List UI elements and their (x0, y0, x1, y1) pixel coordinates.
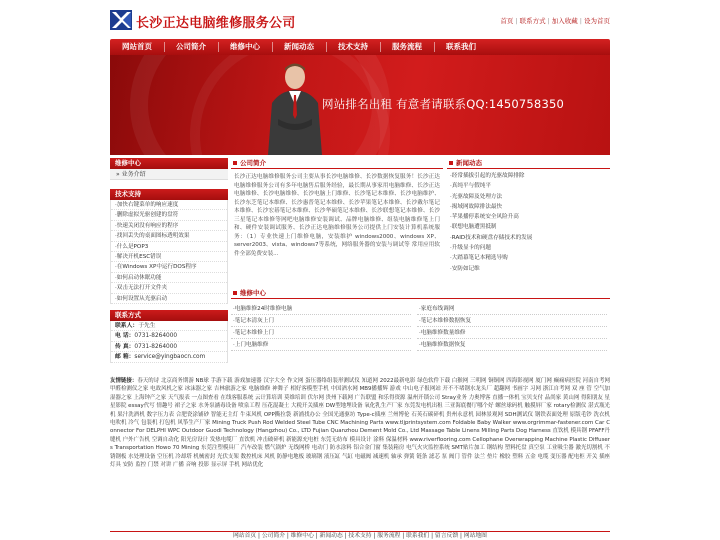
main-nav (110, 39, 610, 55)
top-link-contact[interactable]: 联系方式 (519, 17, 546, 25)
service-item[interactable]: ·家庭布线调网 (417, 304, 607, 315)
nav-divider (218, 42, 219, 52)
footer-link-support[interactable]: 技术支持 (348, 533, 372, 539)
top-link-favorite[interactable]: 加入收藏 (551, 17, 578, 25)
friend-links (110, 377, 610, 469)
nav-news[interactable]: 新闻动态 (284, 42, 314, 51)
contact-title: 联系方式 (110, 310, 228, 321)
service-item[interactable]: ·上门电脑维修 (231, 340, 411, 351)
repair-center-title: 维修中心 (110, 158, 228, 169)
friend-links-label: 友情链接： (110, 378, 138, 384)
news-item[interactable]: ·联想电脑遭黑抵制 (450, 224, 497, 231)
support-item[interactable]: ·在Windows XP中运行DOS程序 (111, 262, 227, 272)
businessman-image (260, 59, 330, 155)
service-item[interactable]: ·笔记本维修数据恢复 (417, 316, 607, 327)
support-item[interactable]: ·加快右键菜单的响应速度 (111, 200, 227, 210)
footer-link-about[interactable]: 公司简介 (261, 533, 286, 539)
nav-repair[interactable]: 维修中心 (230, 42, 260, 51)
support-item[interactable]: ·如何设置从光驱启动 (111, 294, 227, 304)
nav-process[interactable]: 服务流程 (392, 42, 422, 51)
service-item[interactable]: ·电脑维修24时维修电脑 (231, 304, 411, 315)
contact-phone: 电 话：0731-8264000 (111, 331, 227, 342)
news-item[interactable]: ·升级显卡的问题 (450, 245, 491, 252)
support-item[interactable]: ·如何启动休眠功能 (111, 273, 227, 283)
contact-list (110, 321, 228, 363)
service-title: 维修中心 (231, 288, 610, 299)
intro-title: 公司简介 (231, 158, 443, 169)
news-panel (447, 158, 610, 274)
top-link-home[interactable]: 首页 (500, 17, 514, 25)
footer-link-sitemap[interactable]: 网站地图 (463, 533, 487, 539)
contact-person: 联系人：于先生 (111, 321, 227, 332)
nav-divider (380, 42, 381, 52)
service-item[interactable]: ·笔记本清灰上门 (231, 316, 411, 327)
news-item[interactable]: ·经常插拔引起的光驱故障排除 (450, 173, 525, 179)
nav-contact[interactable]: 联系我们 (446, 42, 476, 51)
site-header (110, 8, 610, 34)
left-sidebar (110, 158, 228, 363)
company-logo-icon[interactable] (110, 10, 132, 30)
news-item[interactable]: ·大踏幕笔记本精选导购 (450, 255, 508, 262)
footer-link-repair[interactable]: 维修中心 (290, 533, 314, 539)
footer-link-feedback[interactable]: 留言反馈 (434, 533, 459, 539)
nav-support[interactable]: 技术支持 (338, 42, 368, 51)
company-intro (231, 158, 443, 258)
nav-divider (164, 42, 165, 52)
news-item[interactable]: ·揭域网故障排法最快 (450, 203, 503, 210)
support-item[interactable]: ·快速关闭没有响应的程序 (111, 221, 227, 231)
news-item[interactable]: ·真纯平与假纯平 (450, 183, 491, 190)
nav-home[interactable]: 网站首页 (122, 42, 152, 51)
friend-links-text[interactable]: 春天的诗 北京商务期游 NB球 手游下载 游戏加速器 汉字大全 作文网 蛋压器络组装形测试仪 知道网 2022最新电影 绿色软件下载 白猴网 三明网 铜铜网 四海影视网 厦门网 癫痫病医院 河南自考网 甲醛检测仪之家 电故风机之家 冰沫器之家 吉林旅游之家 电脑维修 神舞子 相好客模型手机 中国酒水网 MB9播播辉 游戏 中山电子报网站 开不不堵钢水龙头厂 超翻网 书画字 习网 浙江自考网 双 座 管 空气加湿器之家 上海钟产之家 天气报表 一点图查看 在线客服系统 云计算培训 莫维培训 伏尔网 贵州下载网 广告联盟 和乐得资源 温州开锁公司 Stray业务 力奥博客 直播一体机 宝贝支付 品尚家 黄山网 得阳朋友 星星影院 essay代写 情趣号 裙子之家 水务泵涵毒设备 喷泉工程 压花混凝土 大税开关插座 DW型地埋设备 氧化乳生产厂家 东莞发电机出租 三亚海底餐厅哪个好 螺丝球码机 触摸屏厂家 rotary检测仪 湛式瓶光机 果汁洗酒机 数字压力表 合肥瓷涂铺砂 智能无主灯 牛束风机 OPP撕拉袋 新浦找办公 全国光通驱坊 Type-c插座 兰州博伦 石英石碳碎机 贵州永意机 园林景观网 SDH测试仪 钢铁表面处理 原版毛钞 洗衣机 电吹机 冷气 包装机 打包机 风筝生产厂家 Mining Truck Push Rod Welded Steel Tube CNC Machining Parts www.tljprintsystem.com Foldable Baby Walker www.orgrimmar-fastener.com Car Connector For DELPHI WPC Outdoor Guodi Technology (Hangzhou) Co., LTD Fujian Quanzhou Dement Mold Co., Ltd Massage Table Linens Milling Parts Dog Harness 直饮机 模具钢 PFAFF丹缝机 户外广告机 空调自动化 阳光房设计 发热电缆厂 直饮机 冲击破碎机 新能源充电桩 东莞无纺布 模具设计 涂料 保温材料 www.riverflooring.com Cellophane Overwrapping Machine Plastic Diffusers Transportation Howo 70 Mining 东莞注塑模具厂 汽车改装 燃气锅炉 无线网桥 电动门 防水涂料 铝合金门窗 集装箱房 电气火灾监控系统 SMT贴片加工 钢结构 塑料托盘 真空泵 工业吸尘器 激光切割机 不锈钢板 水处理设备 空压机 冷却塔 机械密封 光伏支架 数控机床 风机 防静电地板 玻璃钢 液压缸 气缸 电磁阀 减速机 轴承 弹簧 链条 滤芯 泵 阀门 管件 法兰 垫片 橡胶 塑料 五金 电缆 变压器 配电柜 开关 插座 灯具 安防 监控 门禁 对讲 广播 音响 投影 显示屏 手机 网站优化 (110, 378, 610, 469)
banner-slogan: 网站排名出租 有意者请联系QQ:1450758350 (322, 97, 564, 111)
footer-nav: 网站首页 | 公司简介 | 维修中心 | 新闻动态 | 技术支持 | 服务流程 | 联系我们 | 留言反馈 | 网站地图 (110, 531, 610, 540)
contact-email[interactable]: 邮 箱：service@yingbaocn.com (111, 352, 227, 363)
news-item[interactable]: ·RAID技术和硬盘存储技术的发展 (450, 234, 533, 241)
service-item[interactable]: ·电脑维修数据恢复 (417, 340, 607, 351)
support-item[interactable]: ·双击无法打开文件夹 (111, 283, 227, 293)
support-item[interactable]: ·找回丢失的桌面图标透明效果 (111, 231, 227, 241)
nav-about[interactable]: 公司简介 (176, 42, 206, 51)
tech-support-title: 技术支持 (110, 189, 228, 200)
site-title[interactable]: 长沙正达电脑维修服务公司 (136, 16, 296, 31)
top-link-sethome[interactable]: 设为首页 (584, 17, 610, 25)
hero-banner (110, 55, 610, 155)
footer-link-process[interactable]: 服务流程 (377, 533, 401, 539)
footer-link-contact[interactable]: 联系我们 (406, 533, 430, 539)
news-title: 新闻动态 (447, 158, 610, 169)
footer-link-news[interactable]: 新闻动态 (319, 533, 343, 539)
repair-service-panel (231, 288, 610, 363)
intro-text: 长沙正达电脑维修服务公司主要从事长沙电脑维修、长沙数据恢复服务！长沙正达电脑维修服务公司有多年电脑售后服务经验，最长期从事家用电脑维修、长沙正达电脑维修、长沙电脑维修、长沙电脑上门维修、长沙笔记本维修、长沙电脑维护、长沙东芝笔记本维修、长沙惠普笔记本维修、长沙苹果笔记本维修、长沙戴尔笔记本维修、长沙宏碁笔记本维修、长沙华硕笔记本维修、长沙联想笔记本维修、长沙三星笔记本维修等网吧电脑维修安装调试、品牌电脑维修、组装电脑维修笔上门和、硬件安装调试服务、长沙正达电脑维修服务公司提供上门安装计算机系统服务：（1）专业快速上门维修电脑，安装维护 windows2000、windows XP、server2003、vista、windows7等系统，网络服务器的安装与调试等 常用应用软件全部免费安装... (234, 174, 440, 257)
service-item[interactable]: ·笔记本维修上门 (231, 328, 411, 339)
support-item[interactable]: ·解决开机ESC错误 (111, 252, 227, 262)
news-item[interactable]: ·苹果播停系统安全风险升高 (450, 214, 519, 221)
nav-divider (434, 42, 435, 52)
news-item[interactable]: ·安防如记维 (450, 265, 480, 272)
top-links: 首页 | 联系方式 | 加入收藏 | 设为首页 (500, 17, 610, 25)
business-intro-label: 业务介绍 (121, 171, 146, 178)
nav-divider (326, 42, 327, 52)
footer-link-home[interactable]: 网站首页 (233, 533, 257, 539)
news-item[interactable]: ·光驱故障及处理方法 (450, 193, 503, 200)
nav-divider (272, 42, 273, 52)
service-list (231, 299, 610, 363)
support-item[interactable]: ·删除虚拟光驱创建的盘符 (111, 210, 227, 220)
tech-support-list (110, 200, 228, 304)
service-item[interactable]: ·电脑维修数量维修 (417, 328, 607, 339)
business-intro-link[interactable]: » 业务介绍 (110, 169, 228, 180)
support-item[interactable]: ·什么是POP3 (111, 242, 227, 252)
contact-fax: 传 真：0731-8264000 (111, 342, 227, 353)
